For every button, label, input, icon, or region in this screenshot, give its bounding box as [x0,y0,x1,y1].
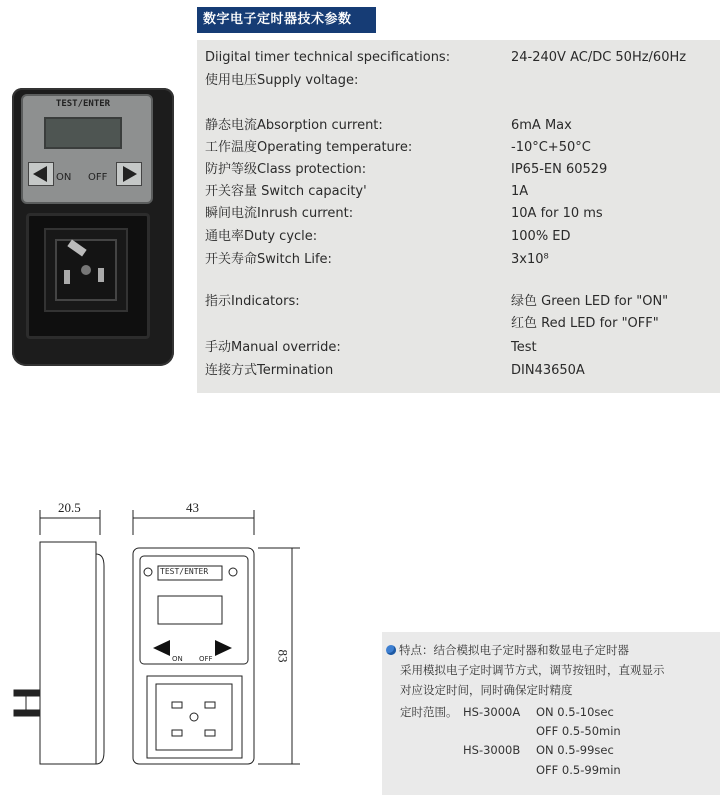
spec-value: 红色 Red LED for "OFF" [511,316,659,331]
model-a-name: HS-3000A [463,705,521,719]
features-line-2: 对应设定时间，同时确保定时精度 [400,683,573,697]
spec-value: 24-240V AC/DC 50Hz/60Hz [511,50,687,65]
spec-key: 静态电流Absorption current: [205,118,383,133]
spec-key: 开关容量 Switch capacity' [205,184,367,199]
spec-value: 10A for 10 ms [511,206,603,221]
dimension-side-width: 20.5 [58,500,81,515]
page-title: 数字电子定时器技术参数 [197,7,376,33]
dimension-drawing [0,490,310,790]
spec-value: IP65-EN 60529 [511,162,608,177]
model-a-off: OFF 0.5-50min [536,724,621,738]
device-socket-insert [44,228,128,312]
spec-value: Test [511,340,537,355]
device-faceplate [21,94,153,204]
device-lcd-display [44,117,122,149]
spec-key: 瞬间电流Inrush current: [205,206,354,221]
bullet-icon [386,645,396,655]
features-range-label: 定时范围。 [400,705,458,719]
spec-key: Diigital timer technical specifications: [205,50,451,65]
model-b-on: ON 0.5-99sec [536,743,614,757]
spec-key: 防护等级Class protection: [205,162,367,177]
spec-value: DIN43650A [511,363,585,378]
spec-key: 连接方式Termination [205,363,334,378]
spec-key: 工作温度Operating temperature: [205,140,413,155]
left-arrow-icon [28,162,54,186]
model-a-on: ON 0.5-10sec [536,705,614,719]
dimension-front-width: 43 [186,500,199,515]
spec-value: 6mA Max [511,118,572,133]
features-line-1: 采用模拟电子定时调节方式，调节按钮时，直观显示 [400,663,665,677]
drawing-on-label: ON [172,655,183,663]
spec-key: 开关寿命Switch Life: [205,252,332,267]
device-on-label: ON [56,172,72,183]
spec-key: 使用电压Supply voltage: [205,73,359,88]
spec-value: 100% ED [511,229,571,244]
drawing-off-label: OFF [199,655,213,663]
features-heading: 特点：结合模拟电子定时器和数显电子定时器 [386,642,629,658]
model-b-name: HS-3000B [463,743,521,757]
spec-value: -10°C+50°C [511,140,591,155]
model-b-off: OFF 0.5-99min [536,763,621,777]
device-test-enter-label: TEST/ENTER [55,99,111,109]
spec-value: 3x10⁸ [511,252,549,267]
spec-value: 绿色 Green LED for "ON" [511,294,669,309]
spec-key: 指示Indicators: [205,294,300,309]
spec-key: 手动Manual override: [205,340,341,355]
socket-pins-icon [46,230,126,310]
spec-value: 1A [511,184,529,199]
dimension-height: 83 [275,649,291,663]
spec-key: 通电率Duty cycle: [205,229,318,244]
device-off-label: OFF [88,172,108,183]
right-arrow-icon [116,162,142,186]
drawing-test-enter-label: TEST/ENTER [160,567,209,576]
